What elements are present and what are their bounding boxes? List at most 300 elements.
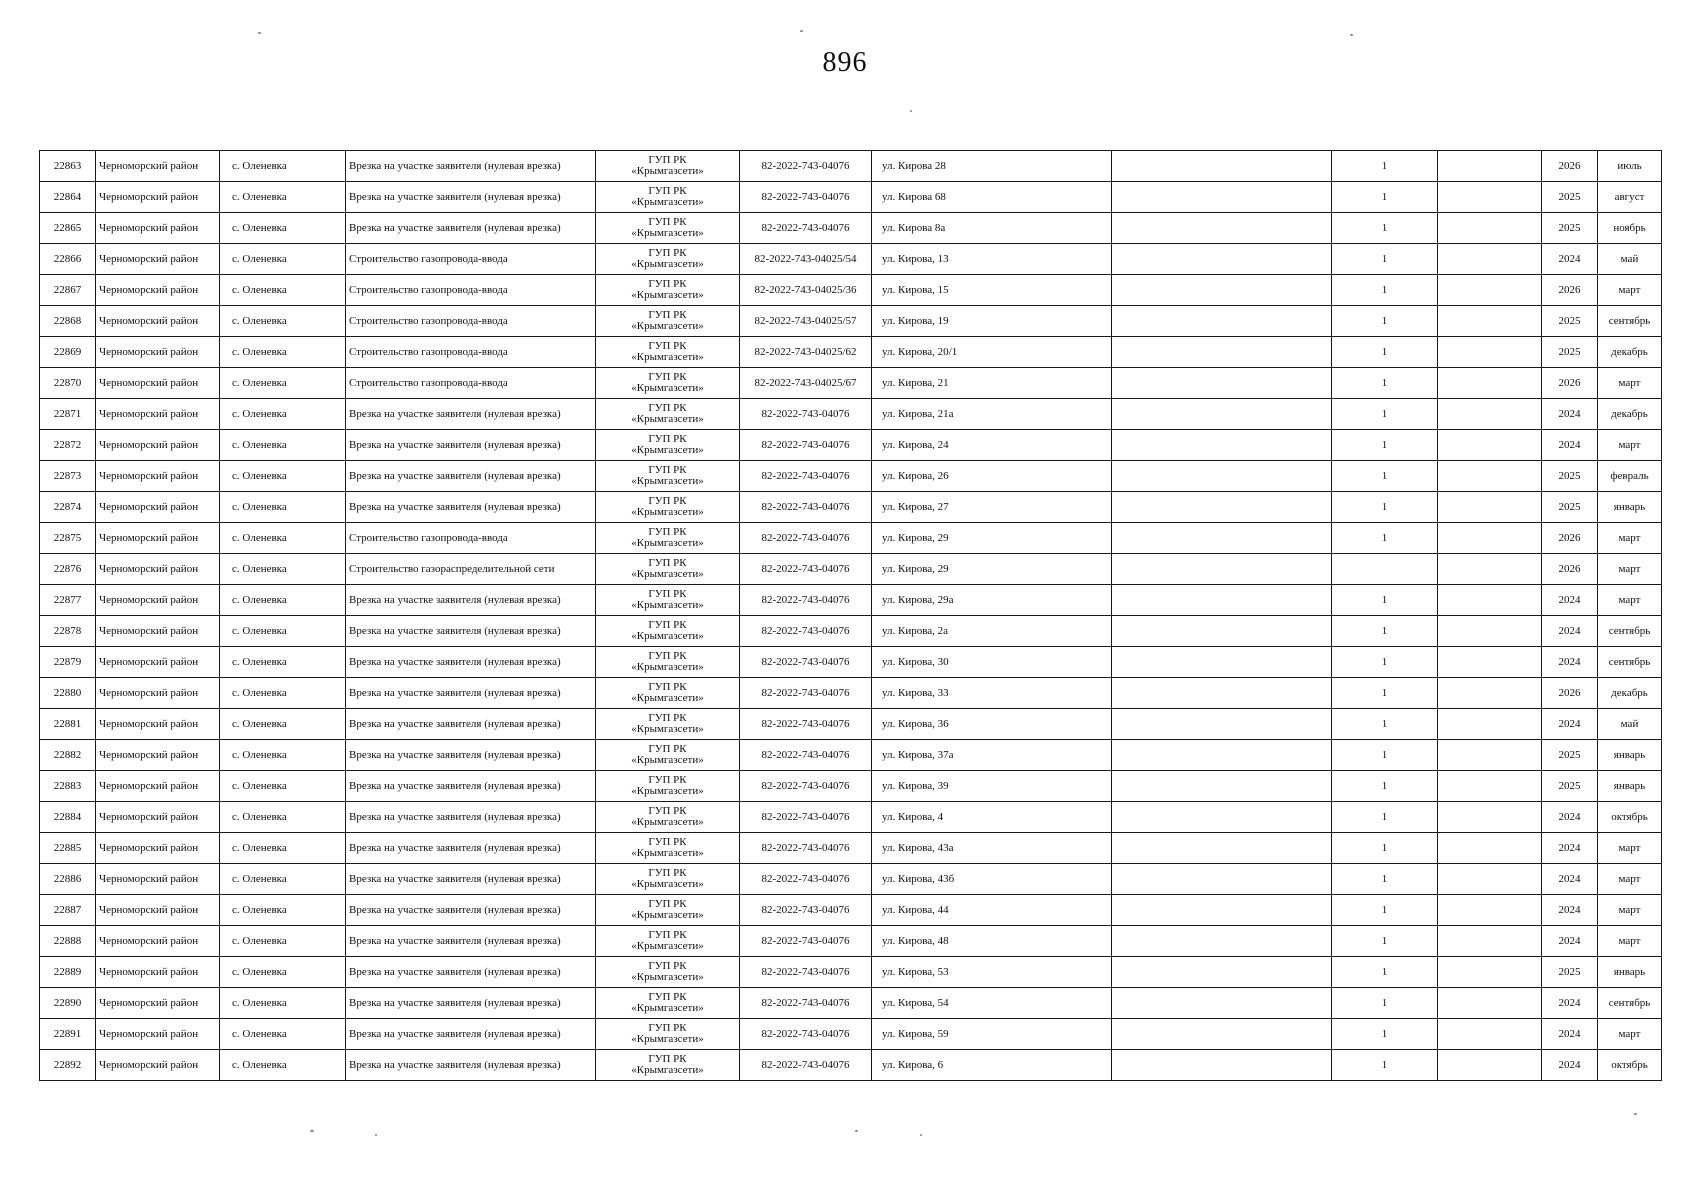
scan-speck [920, 1134, 922, 1136]
row-number-cell: 22876 [40, 554, 96, 585]
blank-cell [1438, 771, 1542, 802]
year-cell: 2026 [1542, 678, 1598, 709]
year-cell: 2026 [1542, 275, 1598, 306]
month-cell: декабрь [1598, 337, 1662, 368]
permit-code-cell: 82-2022-743-04076 [740, 523, 872, 554]
organization-line-1: ГУП РК [648, 681, 687, 693]
table-row [40, 678, 1662, 709]
work-type-cell: Врезка на участке заявителя (нулевая врезка) [346, 585, 596, 616]
blank-cell [1112, 709, 1332, 740]
organization-cell [596, 864, 740, 895]
blank-cell [1112, 1019, 1332, 1050]
district-cell: Черноморский район [96, 554, 220, 585]
blank-cell [1112, 678, 1332, 709]
table-row [40, 957, 1662, 988]
table-row [40, 430, 1662, 461]
organization-line-2: «Крымгазсети» [631, 382, 704, 394]
permit-code-cell: 82-2022-743-04076 [740, 895, 872, 926]
organization-line-2: «Крымгазсети» [631, 847, 704, 859]
row-number-cell: 22884 [40, 802, 96, 833]
work-type-cell: Врезка на участке заявителя (нулевая врезка) [346, 430, 596, 461]
work-type-cell: Врезка на участке заявителя (нулевая врезка) [346, 926, 596, 957]
row-number-cell: 22870 [40, 368, 96, 399]
work-type-cell: Строительство газопровода-ввода [346, 337, 596, 368]
month-cell: сентябрь [1598, 647, 1662, 678]
blank-cell [1112, 988, 1332, 1019]
organization-line-1: ГУП РК [648, 216, 687, 228]
district-cell: Черноморский район [96, 709, 220, 740]
row-number-cell: 22867 [40, 275, 96, 306]
blank-cell [1438, 1019, 1542, 1050]
blank-cell [1112, 1050, 1332, 1081]
organization-line-2: «Крымгазсети» [631, 1002, 704, 1014]
district-cell: Черноморский район [96, 430, 220, 461]
row-number-cell: 22892 [40, 1050, 96, 1081]
permit-code-cell: 82-2022-743-04076 [740, 771, 872, 802]
permit-code-cell: 82-2022-743-04076 [740, 1050, 872, 1081]
permit-code-cell: 82-2022-743-04076 [740, 864, 872, 895]
organization-cell [596, 244, 740, 275]
month-cell: январь [1598, 957, 1662, 988]
year-cell: 2026 [1542, 151, 1598, 182]
organization-line-2: «Крымгазсети» [631, 289, 704, 301]
month-cell: январь [1598, 771, 1662, 802]
address-cell: ул. Кирова, 6 [872, 1050, 1112, 1081]
organization-line-2: «Крымгазсети» [631, 940, 704, 952]
quantity-cell: 1 [1332, 678, 1438, 709]
district-cell: Черноморский район [96, 244, 220, 275]
village-cell: с. Оленевка [220, 678, 346, 709]
quantity-cell: 1 [1332, 957, 1438, 988]
blank-cell [1112, 647, 1332, 678]
quantity-cell: 1 [1332, 647, 1438, 678]
row-number-cell: 22886 [40, 864, 96, 895]
row-number-cell: 22879 [40, 647, 96, 678]
row-number-cell: 22873 [40, 461, 96, 492]
blank-cell [1438, 430, 1542, 461]
address-cell: ул. Кирова, 27 [872, 492, 1112, 523]
blank-cell [1112, 275, 1332, 306]
organization-cell [596, 492, 740, 523]
address-cell: ул. Кирова, 21а [872, 399, 1112, 430]
blank-cell [1438, 306, 1542, 337]
work-type-cell: Строительство газопровода-ввода [346, 275, 596, 306]
village-cell: с. Оленевка [220, 1019, 346, 1050]
month-cell: сентябрь [1598, 306, 1662, 337]
scan-speck [375, 1134, 377, 1136]
organization-line-1: ГУП РК [648, 805, 687, 817]
year-cell: 2025 [1542, 492, 1598, 523]
district-cell: Черноморский район [96, 616, 220, 647]
permit-code-cell: 82-2022-743-04076 [740, 492, 872, 523]
month-cell: март [1598, 895, 1662, 926]
district-cell: Черноморский район [96, 864, 220, 895]
permit-code-cell: 82-2022-743-04076 [740, 740, 872, 771]
organization-line-1: ГУП РК [648, 712, 687, 724]
address-cell: ул. Кирова, 21 [872, 368, 1112, 399]
organization-line-1: ГУП РК [648, 929, 687, 941]
organization-line-1: ГУП РК [648, 402, 687, 414]
district-cell: Черноморский район [96, 802, 220, 833]
year-cell: 2024 [1542, 802, 1598, 833]
table-row [40, 461, 1662, 492]
row-number-cell: 22871 [40, 399, 96, 430]
permit-code-cell: 82-2022-743-04025/54 [740, 244, 872, 275]
village-cell: с. Оленевка [220, 306, 346, 337]
blank-cell [1112, 740, 1332, 771]
organization-line-2: «Крымгазсети» [631, 816, 704, 828]
blank-cell [1438, 709, 1542, 740]
table-row [40, 1019, 1662, 1050]
row-number-cell: 22869 [40, 337, 96, 368]
table-row [40, 1050, 1662, 1081]
organization-line-2: «Крымгазсети» [631, 909, 704, 921]
quantity-cell: 1 [1332, 492, 1438, 523]
row-number-cell: 22890 [40, 988, 96, 1019]
organization-cell [596, 616, 740, 647]
year-cell: 2024 [1542, 399, 1598, 430]
work-type-cell: Врезка на участке заявителя (нулевая врезка) [346, 957, 596, 988]
village-cell: с. Оленевка [220, 182, 346, 213]
blank-cell [1438, 244, 1542, 275]
table-row [40, 988, 1662, 1019]
table-row [40, 616, 1662, 647]
blank-cell [1438, 213, 1542, 244]
permit-code-cell: 82-2022-743-04025/67 [740, 368, 872, 399]
organization-line-2: «Крымгазсети» [631, 1064, 704, 1076]
month-cell: январь [1598, 492, 1662, 523]
organization-line-2: «Крымгазсети» [631, 878, 704, 890]
row-number-cell: 22875 [40, 523, 96, 554]
month-cell: декабрь [1598, 399, 1662, 430]
month-cell: октябрь [1598, 1050, 1662, 1081]
organization-line-1: ГУП РК [648, 309, 687, 321]
organization-line-1: ГУП РК [648, 1022, 687, 1034]
village-cell: с. Оленевка [220, 430, 346, 461]
address-cell: ул. Кирова, 43б [872, 864, 1112, 895]
quantity-cell: 1 [1332, 771, 1438, 802]
district-cell: Черноморский район [96, 1050, 220, 1081]
organization-line-2: «Крымгазсети» [631, 568, 704, 580]
organization-cell [596, 802, 740, 833]
address-cell: ул. Кирова, 13 [872, 244, 1112, 275]
month-cell: март [1598, 926, 1662, 957]
quantity-cell: 1 [1332, 523, 1438, 554]
organization-cell [596, 213, 740, 244]
scan-speck [258, 32, 261, 34]
district-cell: Черноморский район [96, 895, 220, 926]
organization-line-1: ГУП РК [648, 371, 687, 383]
district-cell: Черноморский район [96, 523, 220, 554]
permit-code-cell: 82-2022-743-04076 [740, 182, 872, 213]
year-cell: 2026 [1542, 523, 1598, 554]
quantity-cell: 1 [1332, 213, 1438, 244]
organization-cell [596, 461, 740, 492]
scan-speck [310, 1130, 314, 1132]
year-cell: 2024 [1542, 833, 1598, 864]
blank-cell [1438, 740, 1542, 771]
table-row [40, 399, 1662, 430]
address-cell: ул. Кирова, 59 [872, 1019, 1112, 1050]
work-type-cell: Врезка на участке заявителя (нулевая врезка) [346, 833, 596, 864]
address-cell: ул. Кирова, 29 [872, 523, 1112, 554]
village-cell: с. Оленевка [220, 337, 346, 368]
month-cell: март [1598, 585, 1662, 616]
district-cell: Черноморский район [96, 647, 220, 678]
organization-line-2: «Крымгазсети» [631, 537, 704, 549]
district-cell: Черноморский район [96, 368, 220, 399]
blank-cell [1438, 895, 1542, 926]
row-number-cell: 22866 [40, 244, 96, 275]
organization-cell [596, 554, 740, 585]
row-number-cell: 22889 [40, 957, 96, 988]
organization-line-1: ГУП РК [648, 588, 687, 600]
month-cell: март [1598, 368, 1662, 399]
village-cell: с. Оленевка [220, 895, 346, 926]
village-cell: с. Оленевка [220, 647, 346, 678]
organization-line-1: ГУП РК [648, 557, 687, 569]
blank-cell [1438, 182, 1542, 213]
organization-cell [596, 337, 740, 368]
quantity-cell: 1 [1332, 802, 1438, 833]
blank-cell [1438, 864, 1542, 895]
year-cell: 2024 [1542, 1050, 1598, 1081]
permit-code-cell: 82-2022-743-04076 [740, 647, 872, 678]
row-number-cell: 22891 [40, 1019, 96, 1050]
blank-cell [1438, 926, 1542, 957]
year-cell: 2025 [1542, 957, 1598, 988]
month-cell: май [1598, 244, 1662, 275]
work-type-cell: Врезка на участке заявителя (нулевая врезка) [346, 151, 596, 182]
organization-line-1: ГУП РК [648, 247, 687, 259]
organization-line-2: «Крымгазсети» [631, 692, 704, 704]
organization-cell [596, 647, 740, 678]
work-type-cell: Врезка на участке заявителя (нулевая врезка) [346, 492, 596, 523]
organization-line-2: «Крымгазсети» [631, 630, 704, 642]
organization-cell [596, 957, 740, 988]
organization-cell [596, 523, 740, 554]
organization-line-2: «Крымгазсети» [631, 661, 704, 673]
scan-speck [910, 110, 912, 112]
organization-cell [596, 678, 740, 709]
work-type-cell: Врезка на участке заявителя (нулевая врезка) [346, 1019, 596, 1050]
blank-cell [1438, 523, 1542, 554]
organization-cell [596, 182, 740, 213]
address-cell: ул. Кирова 68 [872, 182, 1112, 213]
work-type-cell: Врезка на участке заявителя (нулевая врезка) [346, 709, 596, 740]
address-cell: ул. Кирова, 24 [872, 430, 1112, 461]
organization-line-2: «Крымгазсети» [631, 165, 704, 177]
month-cell: март [1598, 275, 1662, 306]
quantity-cell: 1 [1332, 151, 1438, 182]
blank-cell [1438, 833, 1542, 864]
organization-line-1: ГУП РК [648, 154, 687, 166]
organization-cell [596, 709, 740, 740]
district-cell: Черноморский район [96, 926, 220, 957]
permit-code-cell: 82-2022-743-04076 [740, 461, 872, 492]
month-cell: октябрь [1598, 802, 1662, 833]
year-cell: 2024 [1542, 616, 1598, 647]
month-cell: март [1598, 430, 1662, 461]
year-cell: 2024 [1542, 988, 1598, 1019]
organization-line-1: ГУП РК [648, 650, 687, 662]
permit-code-cell: 82-2022-743-04076 [740, 616, 872, 647]
address-cell: ул. Кирова, 30 [872, 647, 1112, 678]
district-cell: Черноморский район [96, 1019, 220, 1050]
permit-code-cell: 82-2022-743-04076 [740, 585, 872, 616]
organization-cell [596, 151, 740, 182]
blank-cell [1438, 554, 1542, 585]
address-cell: ул. Кирова, 33 [872, 678, 1112, 709]
month-cell: март [1598, 554, 1662, 585]
month-cell: ноябрь [1598, 213, 1662, 244]
district-cell: Черноморский район [96, 337, 220, 368]
work-type-cell: Врезка на участке заявителя (нулевая врезка) [346, 616, 596, 647]
month-cell: сентябрь [1598, 616, 1662, 647]
work-type-cell: Врезка на участке заявителя (нулевая врезка) [346, 802, 596, 833]
table-row [40, 647, 1662, 678]
table-row [40, 771, 1662, 802]
blank-cell [1112, 957, 1332, 988]
permit-code-cell: 82-2022-743-04076 [740, 957, 872, 988]
month-cell: март [1598, 864, 1662, 895]
village-cell: с. Оленевка [220, 244, 346, 275]
table-row [40, 585, 1662, 616]
blank-cell [1112, 492, 1332, 523]
organization-line-2: «Крымгазсети» [631, 413, 704, 425]
table-row [40, 895, 1662, 926]
year-cell: 2026 [1542, 368, 1598, 399]
organization-line-2: «Крымгазсети» [631, 506, 704, 518]
row-number-cell: 22863 [40, 151, 96, 182]
year-cell: 2025 [1542, 461, 1598, 492]
district-cell: Черноморский район [96, 182, 220, 213]
permit-code-cell: 82-2022-743-04076 [740, 988, 872, 1019]
blank-cell [1438, 585, 1542, 616]
organization-line-2: «Крымгазсети» [631, 971, 704, 983]
quantity-cell: 1 [1332, 709, 1438, 740]
village-cell: с. Оленевка [220, 864, 346, 895]
organization-line-1: ГУП РК [648, 495, 687, 507]
blank-cell [1438, 678, 1542, 709]
work-type-cell: Врезка на участке заявителя (нулевая врезка) [346, 864, 596, 895]
district-cell: Черноморский район [96, 771, 220, 802]
table-row [40, 523, 1662, 554]
district-cell: Черноморский район [96, 957, 220, 988]
month-cell: январь [1598, 740, 1662, 771]
blank-cell [1112, 616, 1332, 647]
work-type-cell: Строительство газораспределительной сети [346, 554, 596, 585]
blank-cell [1112, 554, 1332, 585]
address-cell: ул. Кирова, 4 [872, 802, 1112, 833]
organization-line-1: ГУП РК [648, 867, 687, 879]
work-type-cell: Врезка на участке заявителя (нулевая врезка) [346, 678, 596, 709]
work-type-cell: Строительство газопровода-ввода [346, 523, 596, 554]
year-cell: 2025 [1542, 337, 1598, 368]
permit-code-cell: 82-2022-743-04076 [740, 833, 872, 864]
quantity-cell: 1 [1332, 368, 1438, 399]
year-cell: 2024 [1542, 585, 1598, 616]
blank-cell [1112, 368, 1332, 399]
permit-code-cell: 82-2022-743-04076 [740, 678, 872, 709]
organization-line-2: «Крымгазсети» [631, 599, 704, 611]
row-number-cell: 22885 [40, 833, 96, 864]
organization-line-2: «Крымгазсети» [631, 196, 704, 208]
page-number: 896 [822, 47, 868, 78]
permit-code-cell: 82-2022-743-04076 [740, 430, 872, 461]
table-row [40, 709, 1662, 740]
blank-cell [1438, 399, 1542, 430]
village-cell: с. Оленевка [220, 523, 346, 554]
village-cell: с. Оленевка [220, 957, 346, 988]
village-cell: с. Оленевка [220, 461, 346, 492]
blank-cell [1112, 802, 1332, 833]
organization-line-1: ГУП РК [648, 526, 687, 538]
blank-cell [1112, 182, 1332, 213]
organization-line-2: «Крымгазсети» [631, 754, 704, 766]
blank-cell [1438, 988, 1542, 1019]
year-cell: 2024 [1542, 895, 1598, 926]
address-cell: ул. Кирова, 48 [872, 926, 1112, 957]
work-type-cell: Врезка на участке заявителя (нулевая врезка) [346, 740, 596, 771]
quantity-cell: 1 [1332, 430, 1438, 461]
month-cell: сентябрь [1598, 988, 1662, 1019]
year-cell: 2025 [1542, 740, 1598, 771]
permit-code-cell: 82-2022-743-04025/57 [740, 306, 872, 337]
organization-line-1: ГУП РК [648, 991, 687, 1003]
village-cell: с. Оленевка [220, 585, 346, 616]
address-cell: ул. Кирова 8а [872, 213, 1112, 244]
row-number-cell: 22874 [40, 492, 96, 523]
quantity-cell: 1 [1332, 895, 1438, 926]
row-number-cell: 22872 [40, 430, 96, 461]
village-cell: с. Оленевка [220, 802, 346, 833]
village-cell: с. Оленевка [220, 275, 346, 306]
permit-code-cell: 82-2022-743-04076 [740, 709, 872, 740]
quantity-cell: 1 [1332, 616, 1438, 647]
organization-line-1: ГУП РК [648, 1053, 687, 1065]
table-row [40, 151, 1662, 182]
work-type-cell: Врезка на участке заявителя (нулевая врезка) [346, 1050, 596, 1081]
table-row [40, 802, 1662, 833]
address-cell: ул. Кирова, 2а [872, 616, 1112, 647]
blank-cell [1112, 461, 1332, 492]
scan-speck [800, 30, 803, 32]
permit-code-cell: 82-2022-743-04076 [740, 926, 872, 957]
district-cell: Черноморский район [96, 585, 220, 616]
table-row [40, 492, 1662, 523]
table-row [40, 864, 1662, 895]
organization-line-1: ГУП РК [648, 960, 687, 972]
quantity-cell: 1 [1332, 275, 1438, 306]
blank-cell [1438, 275, 1542, 306]
address-cell: ул. Кирова, 43а [872, 833, 1112, 864]
quantity-cell: 1 [1332, 585, 1438, 616]
blank-cell [1112, 771, 1332, 802]
blank-cell [1112, 337, 1332, 368]
organization-line-2: «Крымгазсети» [631, 785, 704, 797]
district-cell: Черноморский район [96, 306, 220, 337]
address-cell: ул. Кирова, 15 [872, 275, 1112, 306]
blank-cell [1438, 647, 1542, 678]
work-type-cell: Врезка на участке заявителя (нулевая врезка) [346, 647, 596, 678]
organization-line-2: «Крымгазсети» [631, 444, 704, 456]
organization-cell [596, 1019, 740, 1050]
table-row [40, 182, 1662, 213]
year-cell: 2025 [1542, 213, 1598, 244]
row-number-cell: 22865 [40, 213, 96, 244]
organization-line-1: ГУП РК [648, 433, 687, 445]
